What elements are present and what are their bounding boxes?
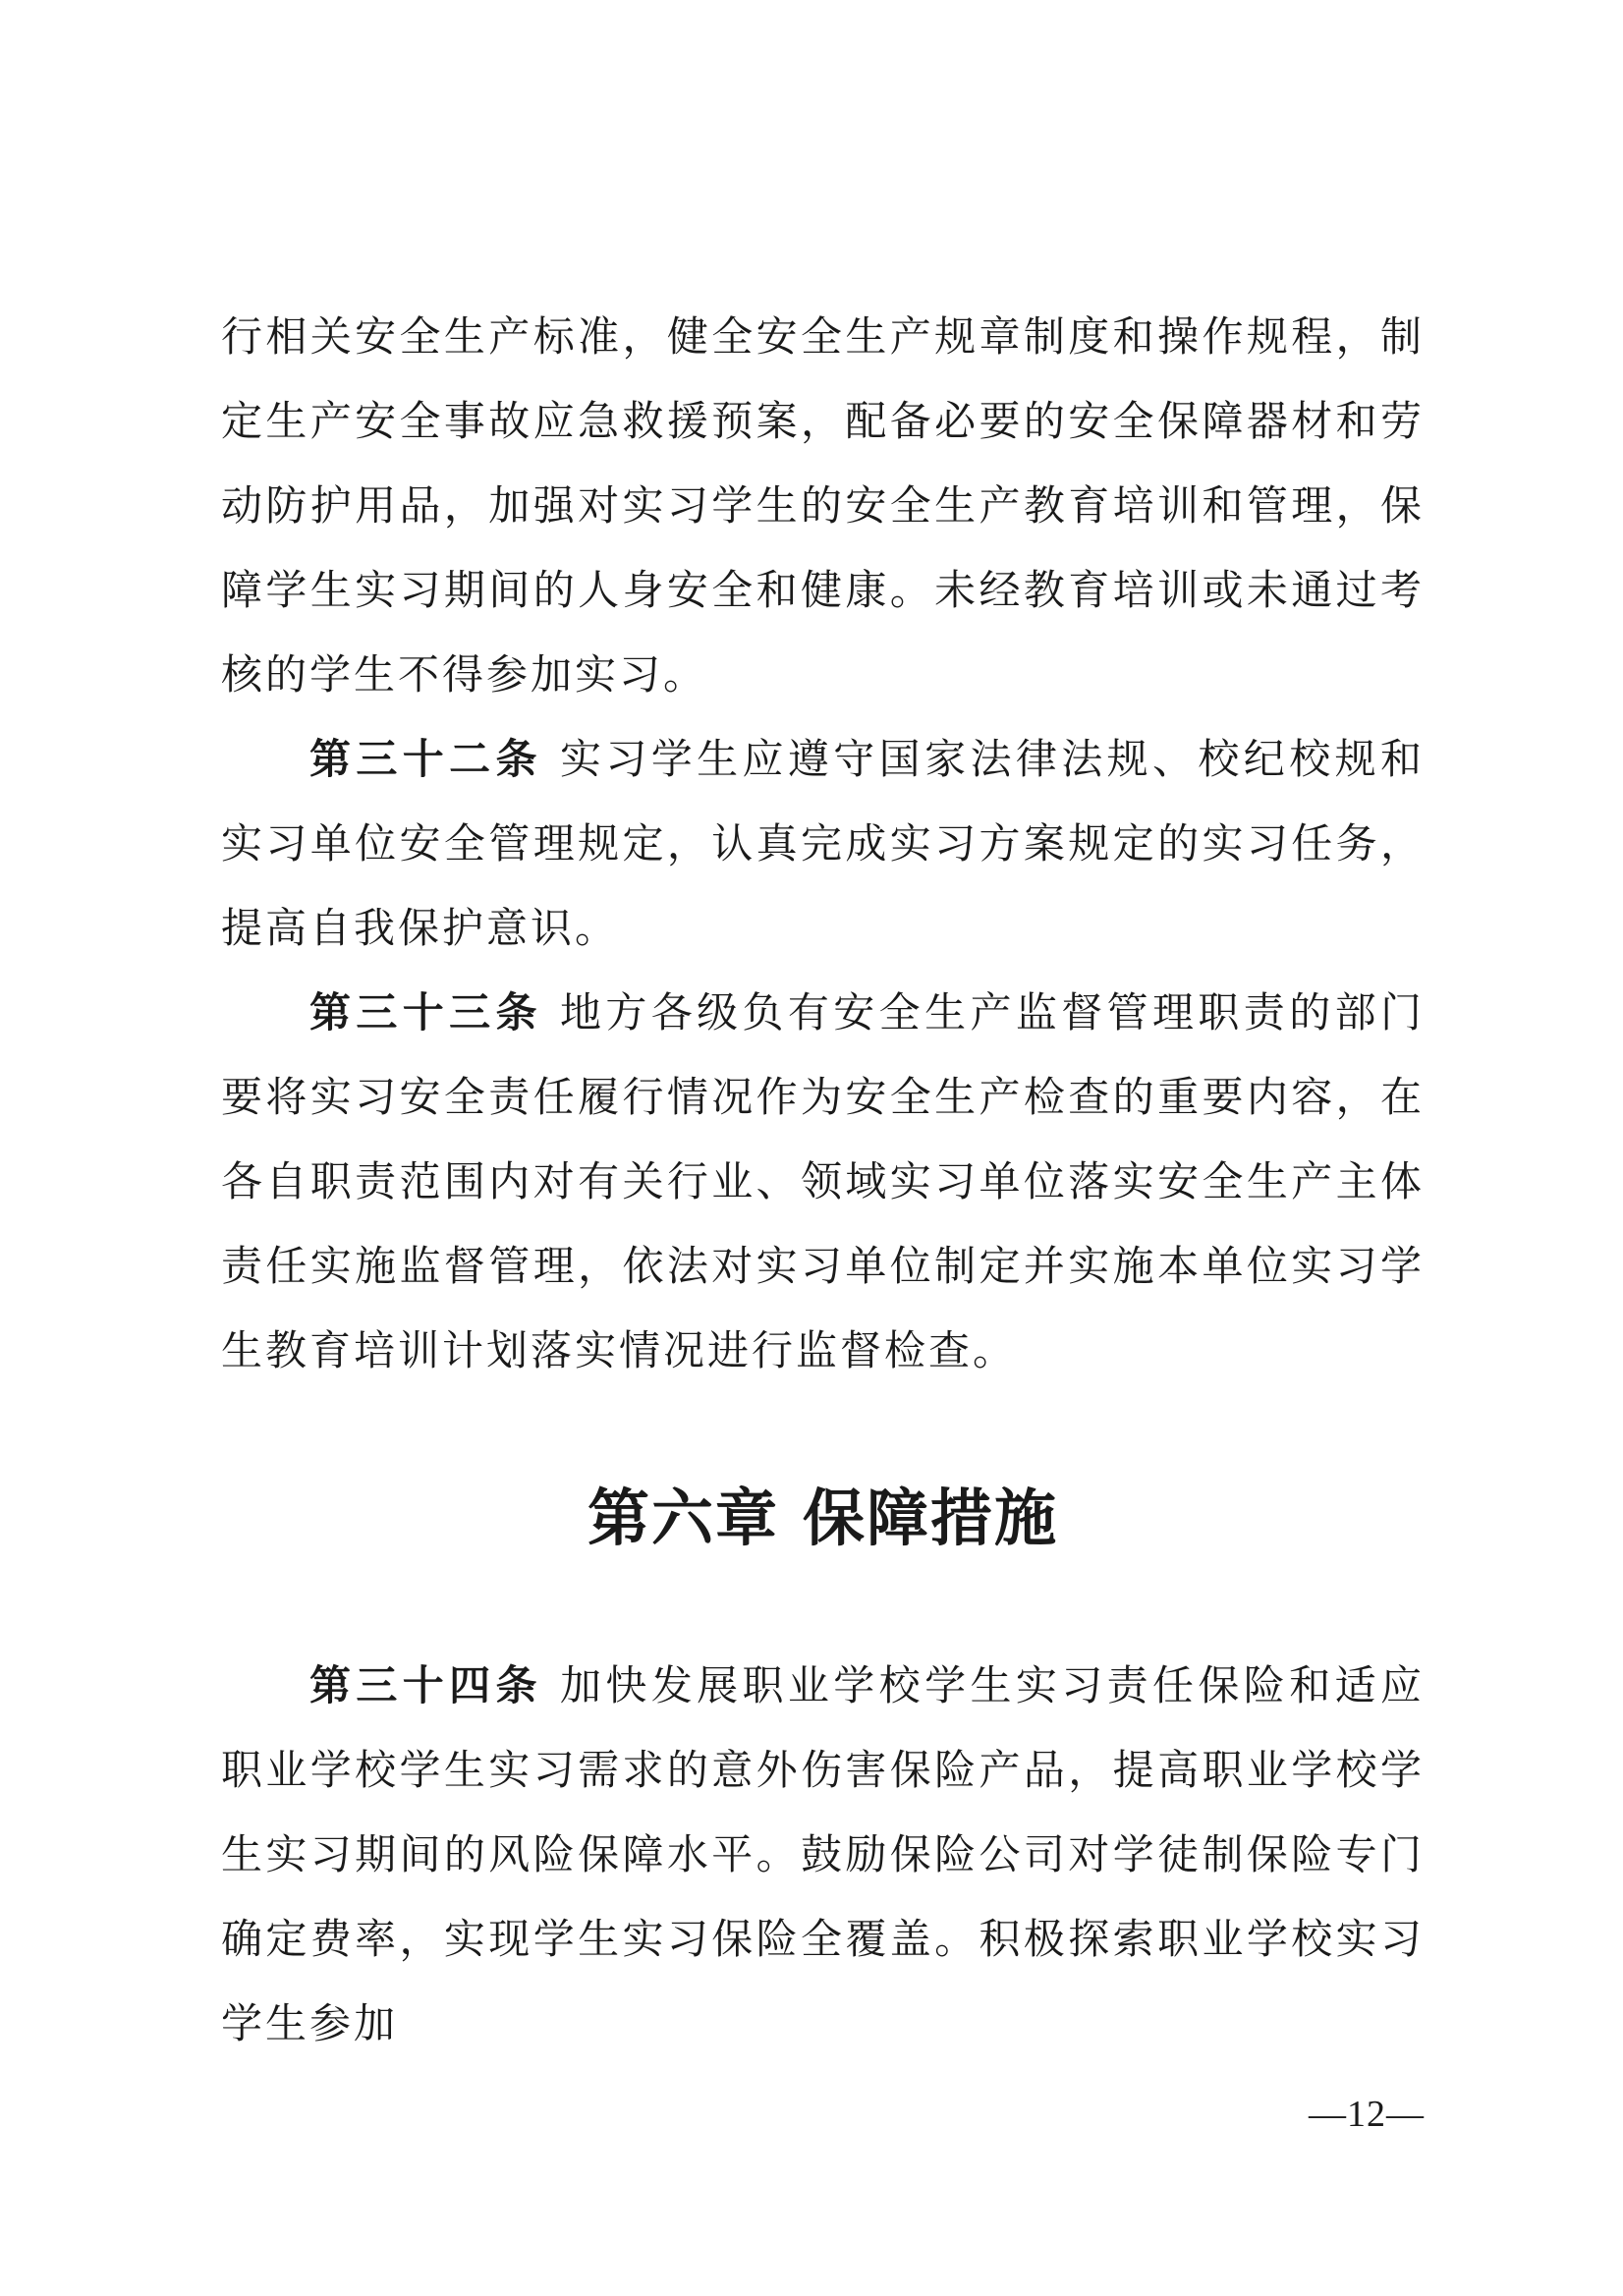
article-number: 第三十三条 [309, 988, 542, 1036]
paragraph-continuation [221, 295, 1425, 717]
article-34 [221, 1644, 1425, 2066]
chapter-title: 第六章 保障措施 [588, 1483, 1058, 1554]
article-number: 第三十四条 [309, 1661, 542, 1709]
article-text: 加快发展职业学校学生实习责任保险和适应职业学校学生实习需求的意外伤害保险产品，提高职业学校学生实习期间的风险保障水平。鼓励保险公司对学徒制保险专门确定费率，实现学生实习保险全覆盖。积极探索职业学校实习学生参加 [221, 1661, 1425, 2047]
article-text: 地方各级负有安全生产监督管理职责的部门要将实习安全责任履行情况作为安全生产检查的重要内容，在各自职责范围内对有关行业、领域实习单位落实安全生产主体责任实施监督管理，依法对实习单位制定并实施本单位实习学生教育培训计划落实情况进行监督检查。 [221, 988, 1425, 1374]
article-33 [221, 971, 1425, 1393]
article-32 [221, 717, 1425, 971]
body-text [221, 295, 1425, 2066]
paragraph-text: 行相关安全生产标准，健全安全生产规章制度和操作规程，制定生产安全事故应急救援预案，配备必要的安全保障器材和劳动防护用品，加强对实习学生的安全生产教育培训和管理，保障学生实习期间的人身安全和健康。未经教育培训或未通过考核的学生不得参加实习。 [221, 312, 1425, 699]
article-number: 第三十二条 [309, 735, 542, 783]
page-number: —12— [1309, 2094, 1425, 2135]
article-text: 实习学生应遵守国家法律法规、校纪校规和实习单位安全管理规定，认真完成实习方案规定的实习任务，提高自我保护意识。 [221, 735, 1425, 952]
